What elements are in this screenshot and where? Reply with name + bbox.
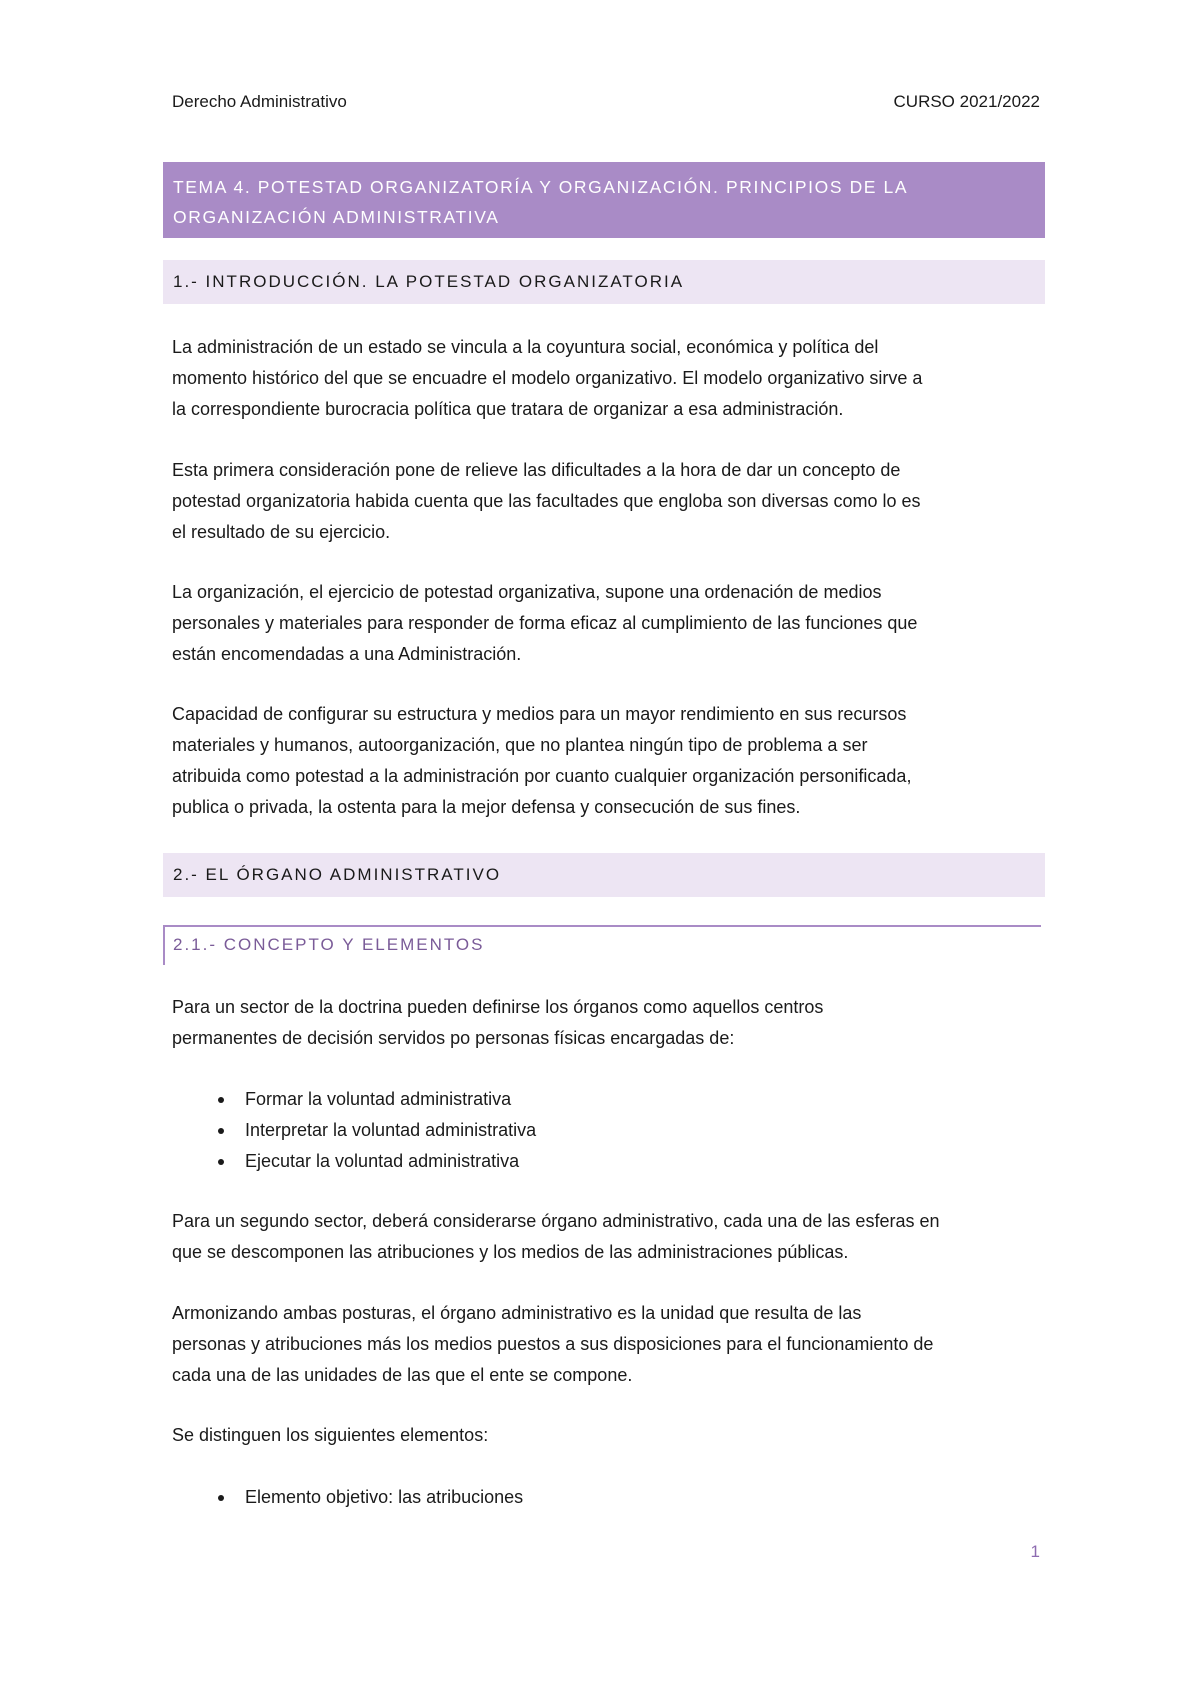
text-line: Para un sector de la doctrina pueden definirse los órganos como aquellos centros	[172, 997, 824, 1017]
list-item: Formar la voluntad administrativa	[172, 1084, 1040, 1115]
text-line: potestad organizatoria habida cuenta que las facultades que engloba son diversas como lo es	[172, 491, 921, 511]
text-line: Se distinguen los siguientes elementos:	[172, 1425, 489, 1445]
paragraph	[172, 1206, 1040, 1268]
text-line: permanentes de decisión servidos po personas físicas encargadas de:	[172, 1028, 735, 1048]
text-line: cada una de las unidades de las que el ente se compone.	[172, 1365, 633, 1385]
text-line: Esta primera consideración pone de relieve las dificultades a la hora de dar un concepto de	[172, 460, 901, 480]
page-header	[172, 92, 1040, 116]
text-line: Armonizando ambas posturas, el órgano administrativo es la unidad que resulta de las	[172, 1303, 862, 1323]
header-subject: Derecho Administrativo	[172, 92, 347, 111]
section-2-heading: 2.- EL ÓRGANO ADMINISTRATIVO	[163, 853, 1045, 897]
subsection-rule	[163, 925, 1041, 927]
text-line: la correspondiente burocracia política que tratara de organizar a esa administración.	[172, 399, 844, 419]
text-line: La organización, el ejercicio de potestad organizativa, supone una ordenación de medios	[172, 582, 882, 602]
subsection-heading	[163, 925, 1041, 965]
bullet-list	[172, 1482, 1040, 1513]
paragraph	[172, 577, 1040, 670]
text-line: están encomendadas a una Administración.	[172, 644, 522, 664]
bullet-icon	[218, 1097, 224, 1103]
subsection-left-rule	[163, 925, 165, 965]
paragraph	[172, 699, 1040, 823]
text-line: que se descomponen las atribuciones y los medios de las administraciones públicas.	[172, 1242, 849, 1262]
document-title	[163, 162, 1045, 238]
bullet-list	[172, 1084, 1040, 1177]
paragraph	[172, 455, 1040, 548]
text-line: La administración de un estado se vincula a la coyuntura social, económica y política del	[172, 337, 879, 357]
text-line: momento histórico del que se encuadre el modelo organizativo. El modelo organizativo sirve a	[172, 368, 923, 388]
title-line-2: ORGANIZACIÓN ADMINISTRATIVA	[173, 207, 500, 227]
paragraph	[172, 1298, 1040, 1391]
text-line: Para un segundo sector, deberá considerarse órgano administrativo, cada una de las esferas en	[172, 1211, 940, 1231]
header-course: CURSO 2021/2022	[893, 92, 1040, 111]
subsection-title: 2.1.- CONCEPTO Y ELEMENTOS	[173, 935, 485, 954]
section-1-heading: 1.- INTRODUCCIÓN. LA POTESTAD ORGANIZATORIA	[163, 260, 1045, 304]
text-line: Capacidad de configurar su estructura y medios para un mayor rendimiento en sus recursos	[172, 704, 907, 724]
list-item: Elemento objetivo: las atribuciones	[172, 1482, 1040, 1513]
list-item: Ejecutar la voluntad administrativa	[172, 1146, 1040, 1177]
page-number: 1	[1030, 1542, 1040, 1561]
text-line: materiales y humanos, autoorganización, que no plantea ningún tipo de problema a ser	[172, 735, 868, 755]
bullet-icon	[218, 1128, 224, 1134]
title-line-1: TEMA 4. POTESTAD ORGANIZATORÍA Y ORGANIZACIÓN. PRINCIPIOS DE LA	[173, 177, 909, 197]
paragraph	[172, 992, 1040, 1054]
text-line: el resultado de su ejercicio.	[172, 522, 391, 542]
bullet-icon	[218, 1495, 224, 1501]
text-line: personas y atribuciones más los medios puestos a sus disposiciones para el funcionamiento de	[172, 1334, 934, 1354]
list-item: Interpretar la voluntad administrativa	[172, 1115, 1040, 1146]
text-line: atribuida como potestad a la administración por cuanto cualquier organización personificada,	[172, 766, 912, 786]
paragraph	[172, 1420, 1040, 1451]
bullet-icon	[218, 1159, 224, 1165]
paragraph	[172, 332, 1040, 425]
text-line: publica o privada, la ostenta para la mejor defensa y consecución de sus fines.	[172, 797, 801, 817]
text-line: personales y materiales para responder de forma eficaz al cumplimiento de las funciones que	[172, 613, 918, 633]
